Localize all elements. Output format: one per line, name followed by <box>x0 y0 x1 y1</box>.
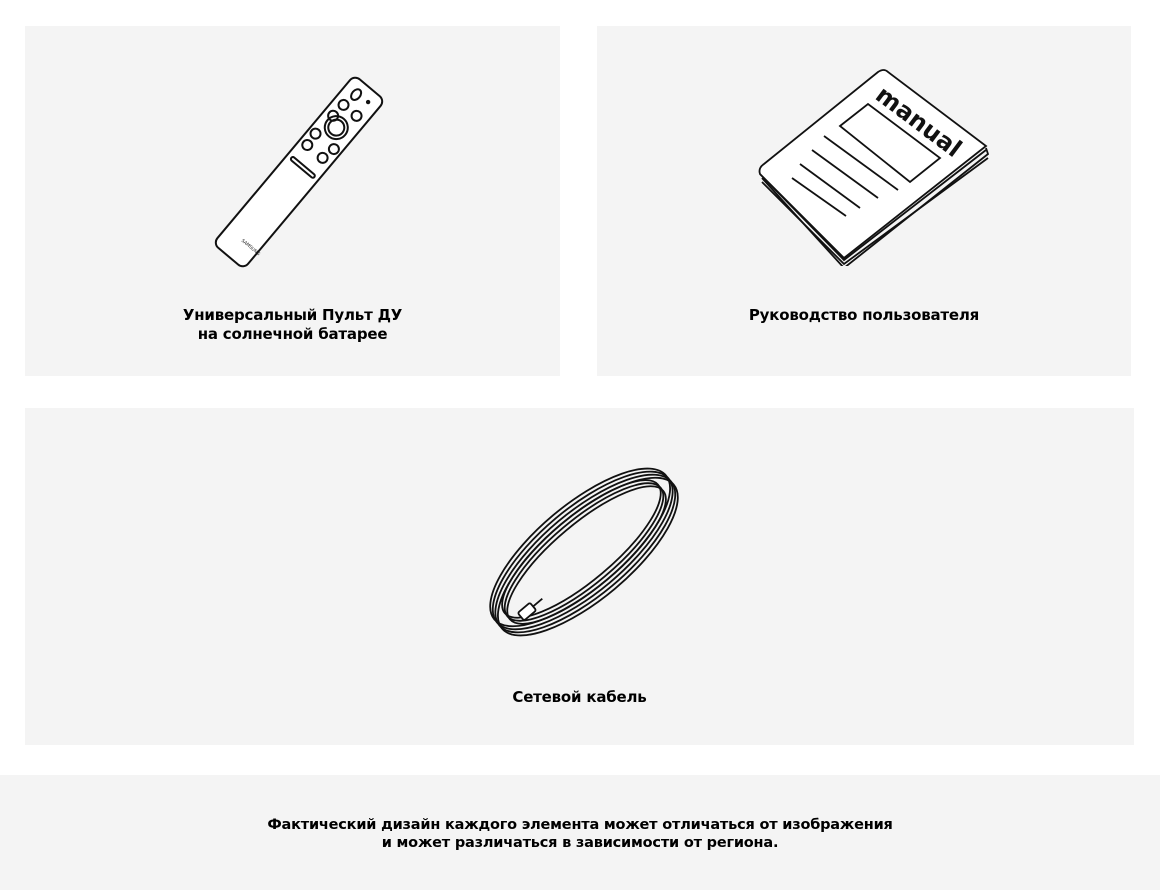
item-title <box>597 306 1131 325</box>
disclaimer-box <box>0 775 1160 890</box>
item-title-line: на солнечной батарее <box>197 325 388 343</box>
disclaimer-line: и может различаться в зависимости от региона. <box>381 835 779 851</box>
item-card-cable <box>25 408 1134 745</box>
item-title-line: Универсальный Пульт ДУ <box>182 306 403 324</box>
user-manual-icon <box>752 66 992 266</box>
cover-text: manual <box>870 80 967 163</box>
item-title <box>25 306 560 344</box>
disclaimer-text <box>0 816 1160 852</box>
item-card-manual <box>597 26 1131 376</box>
item-title <box>25 688 1134 707</box>
power-cable-icon <box>480 452 690 652</box>
item-title-line: Руководство пользователя <box>748 306 980 324</box>
item-title-line: Сетевой кабель <box>512 688 647 706</box>
brand-mark: SAMSUNG <box>239 238 261 258</box>
disclaimer-line: Фактический дизайн каждого элемента может отличаться от изображения <box>267 817 893 833</box>
remote-control-icon <box>175 64 415 274</box>
item-card-remote <box>25 26 560 376</box>
